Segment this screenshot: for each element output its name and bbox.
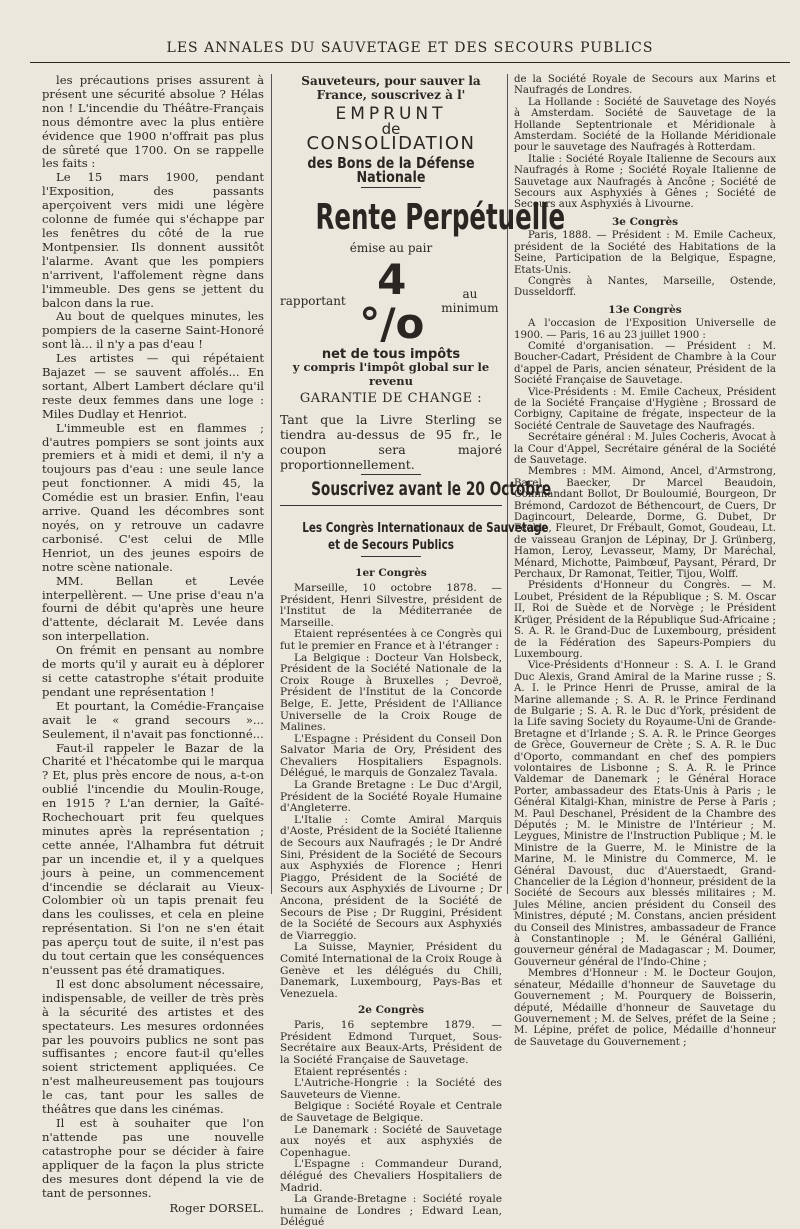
paragraph: Marseille, 10 octobre 1878. — Président, Henri Silvestre, président de l'Institut de la Méditerranée de Marseille. [280, 581, 502, 629]
divider [361, 187, 421, 188]
ad-de: de [381, 119, 401, 138]
congres-heading: 1er Congrès [355, 567, 427, 580]
paragraph: Vice-Présidents d'Honneur : S. A. I. le Grand Duc Alexis, Grand Amiral de la Marine russe ; S. A. I. le Prince Henri de Prusse, amiral de la Marine allemande ; S. A. R. le Prince Ferdinand de Bulgarie ; S. A. R. le Duc d'York, président de la Life saving Society du Royaume-Uni de Grande-Bretagne et d'Irlande ; S. A. R. le Prince Georges de Grèce, Gouverneur de Crète ; S. A. R. le Duc d'Oporto, commandant en chef des pompiers volontaires de Lisbonne ; S. A. R. le Prince Valdemar de Danemark ; le Général Horace Porter, ambassadeur des Etats-Unis à Paris ; le Général Kitalgi-Khan, ministre de Perse à Paris ; M. Paul Deschanel, Président de la Chambre des Députés ; M. le Ministre de l'Intérieur ; M. Leygues, Ministre de l'Instruction Publique ; M. le Ministre de la Guerre, M. le Ministre de la Marine, M. le Ministre du Commerce, M. le Général Davoust, duc d'Auerstaedt, Grand-Chancelier de la Légion d'honneur, président de la Société de Secours aux blessés militaires ; M. Jules Méline, ancien président du Conseil des Ministres, député ; M. Constans, ancien président du Conseil des Ministres, ambassadeur de France à Constantinople ; M. le Général Galliéni, gouverneur général de Madagascar ; M. Doumer, Gouverneur général de l'Indo-Chine ; [514, 660, 776, 968]
paragraph: Italie : Société Royale Italienne de Secours aux Naufragés à Rome ; Société Royale Italienne de Sauvetage aux Naufragés à Ancône ; Société de Secours aux Asphyxiés à Gênes ; Société de Secours aux Asphyxiés à Livourne. [514, 153, 776, 211]
paragraph: Il est à souhaiter que l'on n'attende pas une nouvelle catastrophe pour se décider à faire appliquer de la façon la plus stricte des mesures dont dépend la vie de tant de personnes. [42, 1115, 264, 1200]
article-column [42, 74, 264, 1216]
paragraph: L'immeuble est en flammes ; d'autres pompiers se sont joints aux premiers et à midi et demi, il n'y a toujours pas d'eau : une seule lance peut fonctionner. A midi 45, la Comédie est un brasier. Enfin, l'eau arrive. Quand les décombres sont noyés, on y retrouve un cadavre carbonisé. C'est celui de Mlle Henriot, un des jeunes espoirs de notre scène nationale. [42, 420, 264, 574]
paragraph: Il est donc absolument nécessaire, indispensable, de veiller de très près à la sécurité des artistes et des spectateurs. Les mesures ordonnées par les pouvoirs publics ne sont pas suffisantes ; encore faut-il qu'elles soient strictement appliquées. Ce n'est malheureusement pas toujours le cas, tant pour les salles de théâtres que dans les cinémas. [42, 976, 264, 1117]
ad-garantie: GARANTIE DE CHANGE : [299, 391, 483, 407]
ad-compris: y compris l'impôt global sur le revenu [292, 360, 490, 389]
ad-emise: émise au pair [349, 240, 433, 255]
paragraph: Paris, 1888. — Président : M. Emile Cacheux, président de la Société des Habitations de la Seine, Participation de la Belgique, Espagne, Etats-Unis. [514, 230, 776, 276]
paragraph: Etaient représentées à ce Congrès qui fut le premier en France et à l'étranger : [280, 628, 502, 652]
ad-rente: Rente Perpétuelle [315, 196, 566, 238]
ad-bons: des Bons de la Défense Nationale [307, 153, 475, 186]
paragraph: Congrès à Nantes, Marseille, Ostende, Dusseldorff. [514, 275, 776, 299]
ad-rate-line [280, 254, 502, 348]
congres-heading: 3e Congrès [611, 215, 679, 228]
section-rule [280, 505, 502, 506]
paragraph: L'Italie : Comte Amiral Marquis d'Aoste, Président de la Société Italienne de Secours aux Naufragés ; le Dr André Sini, Président de la Société de Secours aux Asphyxiés de Florence ; Henri Piaggo, Président de la Société de Secours aux Asphyxiés de Livourne ; Dr Ancona, président de la Société de Secours de Pise ; Dr Ruggini, Président de la Société de Secours aux Asphyxiés de Viarreggio. [280, 813, 502, 942]
divider [361, 556, 421, 557]
paragraph: Membres : MM. Aimond, Ancel, d'Armstrong, Barel, Baecker, Dr Marcel Beaudoin, Commandant Bollot, Dr Bouloumié, Bourgeon, Dr Brémond, Cardozot de Béthencourt, de Cuers, Dr Dagincourt, Delearde, Dorme, G. Dubet, Dr Feolde, Fleuret, Dr Frébault, Gomot, Goudeau, Lt. de vaisseau Granjon de Lépinay, Dr J. Grünberg, Hamon, Leroy, Levasseur, Mamy, Dr Maréchal, Ménard, Michotte, Paimbœuf, Paysant, Pérard, Dr Perchaux, Dr Ramonat, Teitler, Tijou, Wolff. [514, 466, 776, 581]
paragraph: Au bout de quelques minutes, les pompiers de la caserne Saint-Honoré sont là... il n'y a pas d'eau ! [42, 309, 264, 352]
ad-rapportant: rapportant [280, 293, 346, 308]
paragraph: Paris, 16 septembre 1879. — Président Edmond Turquet, Sous-Secrétaire aux Beaux-Arts, Président de la Société Française de Sauvetage. [280, 1019, 502, 1067]
paragraph: MM. Bellan et Levée interpellèrent. — Une prise d'eau n'a fourni de débit qu'après une heure d'attente, déclarait M. Levée dans son interpellation. [42, 573, 264, 644]
congres-heading: 2e Congrès [357, 1004, 425, 1017]
paragraph: Etaient représentés : [294, 1065, 408, 1078]
paragraph: Le Danemark : Société de Sauvetage aux noyés et aux asphyxiés de Copenhague. [280, 1123, 502, 1159]
paragraph: Présidents d'Honneur du Congrès. — M. Loubet, Président de la République ; S. M. Oscar II, Roi de Suède et de Norvège ; le Président Krüger, Président de la République Sud-Africaine ; S. A. R. le Grand-Duc de Luxembourg, président de la Fédération des Sapeurs-Pompiers du Luxembourg. [514, 580, 776, 660]
section-title [302, 520, 549, 554]
ad-souscrivez: Souscrivez avant le 20 Octobre [311, 478, 552, 501]
paragraph: les précautions prises assurent à présent une sécurité absolue ? Hélas non ! L'incendie du Théâtre-Français nous démontre avec la plus entière évidence que 1900 n'offrait pas plus de sûreté que 1700. On se rappelle les faits : [42, 73, 264, 171]
page-header: LES ANNALES DU SAUVETAGE ET DES SECOURS PUBLICS [166, 40, 654, 56]
right-column [514, 74, 776, 1048]
ad-consolidation: CONSOLIDATION [306, 132, 476, 154]
paragraph: de la Société Royale de Secours aux Marins et Naufragés de Londres. [514, 74, 776, 97]
header-rule [30, 62, 790, 63]
ad-minimum: au minimum [441, 286, 499, 315]
paragraph: On frémit en pensant au nombre de morts qu'il y aurait eu à déplorer si cette catastrophe s'était produite pendant une représentation ! [42, 643, 264, 699]
paragraph: L'Espagne : Commandeur Durand, délégué des Chevaliers Hospitaliers de Madrid. [280, 1158, 502, 1194]
paragraph: Comité d'organisation. — Président : M. Boucher-Cadart, Président de Chambre à la Cour d'appel de Paris, ancien sénateur, Président de la Société Française de Sauvetage. [514, 340, 776, 387]
paragraph: La Grande-Bretagne : Société royale humaine de Londres ; Edward Lean, Délégué [280, 1193, 502, 1229]
column-divider [271, 74, 272, 894]
paragraph: Le 15 mars 1900, pendant l'Exposition, des passants aperçoivent vers midi une légère colonne de fumée qui s'échappe par les fenêtres du côté de la rue Montpensier. Ils donnent aussitôt l'alarme. Avant que les pompiers n'arrivent, l'affolement règne dans l'immeuble. Des gens se jettent du balcon dans la rue. [42, 170, 264, 310]
paragraph: La Hollande : Société de Sauvetage des Noyés à Amsterdam. Société de Sauvetage de la Hollande Septentrionale et Méridionale à Amsterdam. Société de la Hollande Méridionale pour le sauvetage des Naufragés à Rotterdam. [514, 96, 776, 154]
section-title-line: et de Secours Publics [328, 538, 454, 554]
divider [361, 474, 421, 475]
paragraph: Faut-il rappeler le Bazar de la Charité et l'hécatombe qui le marqua ? Et, plus près encore de nous, a-t-on oublié l'incendie du Moulin-Rouge, en 1915 ? L'an dernier, la Gaîté-Rochechouart prit feu quelques minutes après la représentation ; cette année, l'Alhambra fut détruit par un incendie et, il y a quelques jours à peine, un commencement d'incendie se déclarait au Vieux-Colombier où un tapis prenait feu dans les coulisses, et cela en pleine représentation. Si l'on ne s'en était pas aperçu tout de suite, il n'est pas du tout certain que les conséquences n'eussent pas été dramatiques. [42, 740, 264, 977]
congres-heading: 13e Congrès [608, 303, 682, 316]
ad-tant: Tant que la Livre Sterling se tiendra au-dessus de 95 fr., le coupon sera majoré proportionnellement. [280, 412, 502, 473]
ad-headline: Sauveteurs, pour sauver la France, souscrivez à l' [301, 74, 481, 102]
paragraph: Et pourtant, la Comédie-Française avait le « grand secours »... Seulement, il n'avait pas fonctionné... [42, 698, 264, 741]
signature: Roger DORSEL. [169, 1201, 264, 1216]
ad-rate: 4 °/o [359, 254, 425, 348]
ad-emprunt: EMPRUNT [335, 104, 447, 124]
paragraph: Secrétaire général : M. Jules Cocheris, Avocat à la Cour d'Appel, Secrétaire général de la Société de Sauvetage. [514, 432, 776, 466]
middle-column [280, 74, 566, 1229]
paragraph: Les artistes — qui répétaient Bajazet — se sauvent affolés... En sortant, Albert Lambert déclare qu'il reste deux femmes dans une loge : Miles Dudlay et Henriot. [42, 351, 264, 421]
paragraph: L'Autriche-Hongrie : la Société des Sauveteurs de Vienne. [280, 1077, 502, 1101]
paragraph: L'Espagne : Président du Conseil Don Salvator Maria de Ory, Président des Chevaliers Hospitaliers Espagnols. Délégué, le marquis de Gonzalez Tavala. [280, 732, 502, 780]
section-title-line: Les Congrès Internationaux de Sauvetage [302, 521, 549, 537]
paragraph: La Suisse, Maynier, Président du Comité International de la Croix Rouge à Genève et les délégués du Chili, Danemark, Luxembourg, Pays-Bas et Venezuela. [280, 941, 502, 1000]
paragraph: Membres d'Honneur : M. le Docteur Goujon, sénateur, Médaille d'honneur de Sauvetage du Gouvernement ; M. Pourquery de Boisserin, député, Médaille d'honneur de Sauvetage du Gouvernement ; M. de Selves, préfet de la Seine ; M. Lépine, préfet de police, Médaille d'honneur de Sauvetage du Gouvernement ; [514, 968, 776, 1048]
ad-net: net de tous impôts [321, 346, 461, 362]
paragraph: La Belgique : Docteur Van Holsbeck, Président de la Société Nationale de la Croix Rouge à Bruxelles ; Devroë, Président de l'Institut de la Concorde Belge, E. Jette, Président de l'Alliance Universelle de la Croix Rouge de Malines. [280, 651, 502, 734]
paragraph: La Grande Bretagne : Le Duc d'Argil, Président de la Société Royale Humaine d'Angleterre. [280, 779, 502, 815]
paragraph: Vice-Présidents : M. Emile Cacheux, Président de la Société Française d'Hygiène ; Brossard de Corbigny, Capitaine de frégate, inspecteur de la Société Centrale de Sauvetage des Naufragés. [514, 386, 776, 432]
paragraph: Belgique : Société Royale et Centrale de Sauvetage de Belgique. [280, 1100, 502, 1124]
loan-advertisement [280, 74, 566, 501]
paragraph: A l'occasion de l'Exposition Universelle de 1900. — Paris, 16 au 23 juillet 1900 : [514, 318, 776, 341]
